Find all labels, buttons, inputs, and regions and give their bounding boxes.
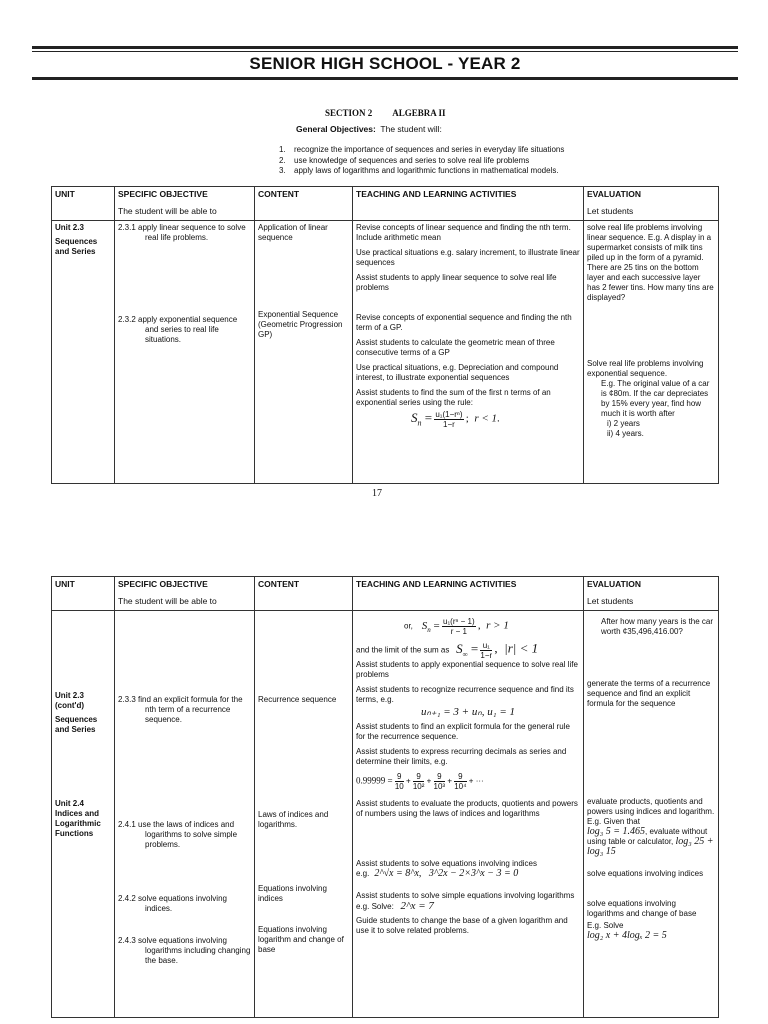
evaluation-cell: After how many years is the car worth ¢35,496,416.00? generate the terms of a recurrence sequence and find an explicit formula for the sequence evaluate products, quotients and powers using indices and logarithm. E.g. Given that log₃ 5 = 1.465, evaluate without using table or calculator, log₃ 25 + log₃ 15 solve equations involving indices solve equations involving logarithms and change of base E.g. Solve log₂ x + 4logₓ 2 = 5	[584, 611, 719, 1018]
infinite-sum-formula: and the limit of the sum as $S_\infty$ = $\frac{\text{u₁}}{1-r}$ , |r| < 1	[356, 640, 539, 660]
objective-cell: 2.3.3 find an explicit formula for the nth term of a recurrence sequence. 2.4.1 use the laws of indices and logarithms to solve simple problems. 2.4.2 solve equations involving indices. 2.4.3 solve equations involving logarithms including changing the base.	[115, 611, 255, 1018]
recurrence-formula: uₙ₊₁ = 3 + uₙ, u₁ = 1	[421, 706, 515, 718]
objective-item: 3. apply laws of logarithms and logarithmic functions in mathematical models.	[279, 166, 559, 175]
log-equation-line: Assist students to solve simple equations involving logarithms e.g. Solve: 2^x = 7	[356, 891, 575, 912]
header-activities: TEACHING AND LEARNING ACTIVITIES	[353, 187, 584, 221]
table-header-row	[52, 577, 719, 611]
section-heading	[325, 108, 446, 118]
decimal-series: 0.99999 = $\frac{9}{10}$ + $\frac{9}{\text{10²}}$ + $\frac{9}{\text{10³}}$ + $\frac{9}{\text{10⁴}}$ + ···	[356, 772, 484, 791]
title-underline-thick	[32, 77, 738, 80]
header-specific-objective: SPECIFIC OBJECTIVE The student will be able to	[115, 577, 255, 611]
activities-cell: Revise concepts of linear sequence and finding the nth term. Include arithmetic mean Use practical situations e.g. salary increment, to illustrate linear sequences Assist students to apply linear sequence to solve real life problems Revise concepts of exponential sequence and finding the nth term of a GP. Assist students to calculate the geometric mean of three consecutive terms of a GP Use practical situations, e.g. Depreciation and compound interest, to illustrate exponential sequences Assist students to find the sum of the first n terms of an exponential series using the rule: $S_n$ = $\frac{\text{u₁(1−rⁿ)}}{1-r}$ ; r < 1.	[353, 221, 584, 484]
activities-cell: or, $S_n$ = $\frac{\text{u₁(rⁿ − 1)}}{r - 1}$ , r > 1 and the limit of the sum as $S_\infty$ = $\frac{\text{u₁}}{1-r}$ , |r| < 1 Assist students to apply exponential sequence to solve real life problems Assist students to recognize recurrence sequence and find its terms, e.g. uₙ₊₁ = 3 + uₙ, u₁ = 1 Assist students to find an explicit formula for the general rule for the recurrence sequence. Assist students to express recurring decimals as series and determine their limits, e.g. 0.99999 = $\frac{9}{10}$ + $\frac{9}{\text{10²}}$ + $\frac{9}{\text{10³}}$ + $\frac{9}{\text{10⁴}}$ + ··· Assist students to evaluate the products, quotients and powers of numbers using the laws of indices and logarithms Assist students to solve equations involving indices e.g. 2^√x = 8^x, 3^2x − 2×3^x − 3 = 0 Assist students to solve simple equations involving logarithms e.g. Solve: 2^x = 7 Guide students to change the base of a given logarithm and use it to solve related problems.	[353, 611, 584, 1018]
unit-code: Unit 2.3	[55, 223, 84, 232]
header-specific-objective: SPECIFIC OBJECTIVE The student will be able to	[115, 187, 255, 221]
header-unit: UNIT	[52, 187, 115, 221]
sum-formula: $S_n$ = $\frac{\text{u₁(1−rⁿ)}}{1-r}$ ; r < 1.	[411, 409, 500, 429]
header-evaluation: EVALUATION Let students	[584, 577, 719, 611]
header-content: CONTENT	[255, 577, 353, 611]
page-title: SENIOR HIGH SCHOOL - YEAR 2	[249, 54, 521, 73]
top-rule-thick	[32, 46, 738, 49]
table-header-row	[52, 187, 719, 221]
table-row	[52, 221, 719, 484]
unit-cell	[52, 221, 115, 484]
partial-sum-formula: or, $S_n$ = $\frac{\text{u₁(rⁿ − 1)}}{r - 1}$ , r > 1	[404, 617, 509, 636]
objectives-list	[279, 145, 564, 177]
unit-name: Sequences and Series	[55, 237, 98, 256]
objective-cell: 2.3.1 apply linear sequence to solve real life problems. 2.3.2 apply exponential sequence and series to real life situations.	[115, 221, 255, 484]
page-number: 17	[372, 488, 382, 499]
general-objectives	[296, 124, 442, 134]
section-name: ALGEBRA II	[392, 108, 446, 118]
header-evaluation: EVALUATION Let students	[584, 187, 719, 221]
evaluation-cell: solve real life problems involving linear sequence. E.g. A display in a supermarket consists of milk tins piled up in the form of a pyramid. There are 25 tins on the bottom layer and each successive layer has 2 fewer tins. How many tins are displayed? Solve real life problems involving exponential sequence. E.g. The original value of a car is ¢80m. If the car depreciates by 15% every year, find how much it is worth after i) 2 years ii) 4 years.	[584, 221, 719, 484]
syllabus-table-2	[51, 576, 719, 1018]
section-label: SECTION 2	[325, 108, 373, 118]
unit-cell: Unit 2.3 (cont'd) Sequences and Series Unit 2.4 Indices and Logarithmic Functions	[52, 611, 115, 1018]
content-cell: Application of linear sequence Exponential Sequence (Geometric Progression GP)	[255, 221, 353, 484]
content-cell: Recurrence sequence Laws of indices and logarithms. Equations involving indices Equations involving logarithm and change of base	[255, 611, 353, 1018]
header-activities: TEACHING AND LEARNING ACTIVITIES	[353, 577, 584, 611]
general-objectives-label: General Objectives:	[296, 124, 376, 134]
header-content: CONTENT	[255, 187, 353, 221]
top-rule-thin	[32, 51, 738, 52]
objective-item: 2. use knowledge of sequences and series to solve real life problems	[279, 155, 530, 165]
table-row	[52, 611, 719, 1018]
general-objectives-intro: The student will:	[380, 124, 442, 134]
header-unit: UNIT	[52, 577, 115, 611]
syllabus-table-1	[51, 186, 719, 484]
indices-equations: e.g. 2^√x = 8^x, 3^2x − 2×3^x − 3 = 0	[356, 868, 519, 879]
objective-item: 1. recognize the importance of sequences and series in everyday life situations	[279, 145, 565, 154]
